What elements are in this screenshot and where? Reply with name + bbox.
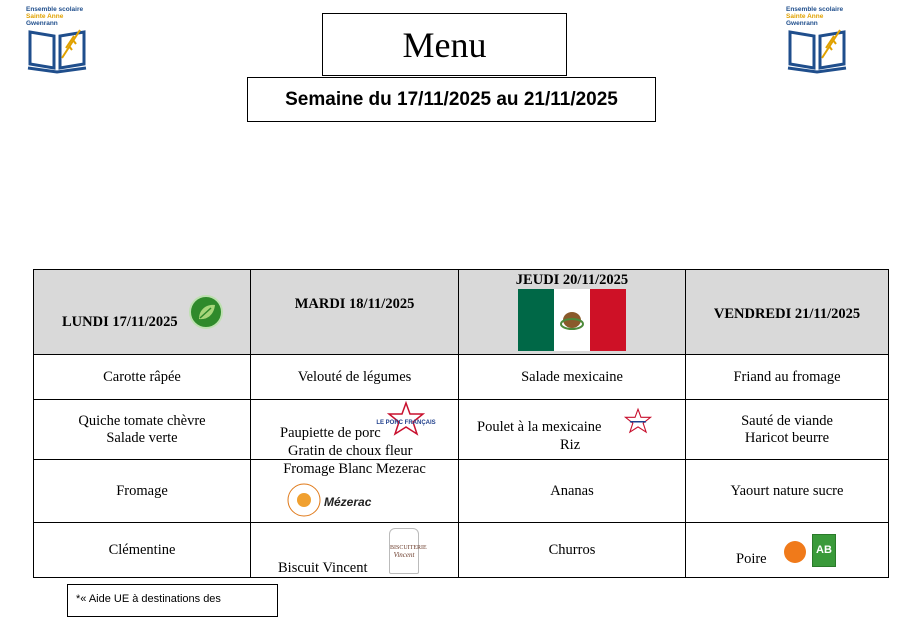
menu-table <box>33 269 889 578</box>
school-line3: Gwenrann <box>786 20 818 27</box>
menu-cell <box>251 400 459 460</box>
table-row <box>34 460 889 523</box>
menu-cell: Carotte râpée <box>34 355 251 400</box>
orange-fruit-icon <box>784 541 806 563</box>
biscuit-name: Vincent <box>393 551 415 559</box>
school-line1: Ensemble scolaire <box>26 6 84 13</box>
dish-line: Quiche tomate chèvre <box>78 412 206 429</box>
dish-line: Fromage Blanc Mezerac <box>283 461 426 477</box>
school-line2: Sainte Anne <box>26 13 64 20</box>
agriculture-biologique-icon: AB <box>812 534 836 567</box>
dish-line: Biscuit Vincent <box>278 560 368 576</box>
menu-title: Menu <box>322 13 567 76</box>
mezerac-logo <box>286 482 406 518</box>
day-header-monday <box>34 270 251 355</box>
menu-cell: Ananas <box>459 460 686 523</box>
day-header-friday <box>686 270 889 355</box>
day-header-tuesday <box>251 270 459 355</box>
dish-line: Poulet à la mexicaine <box>477 419 602 435</box>
dish-line: Sauté de viande <box>741 412 833 429</box>
menu-cell <box>34 400 251 460</box>
school-line3: Gwenrann <box>26 20 58 27</box>
day-label: JEUDI 20/11/2025 <box>515 272 629 288</box>
biscuiterie-vincent-logo <box>389 528 427 574</box>
dish-line: Poire <box>736 551 767 567</box>
table-row <box>34 523 889 578</box>
dish-line: Gratin de choux fleur <box>288 443 413 459</box>
menu-cell: Velouté de légumes <box>251 355 459 400</box>
vegetarian-leaf-icon <box>189 295 223 329</box>
mexico-flag <box>518 289 626 351</box>
table-row <box>34 400 889 460</box>
menu-cell <box>251 460 459 523</box>
dish-line: Salade verte <box>106 429 178 446</box>
menu-cell <box>459 400 686 460</box>
dish-line: Paupiette de porc <box>280 425 381 441</box>
menu-cell: Clémentine <box>34 523 251 578</box>
menu-cell: Fromage <box>34 460 251 523</box>
open-book-icon <box>786 24 848 74</box>
day-header-thursday <box>459 270 686 355</box>
menu-cell <box>686 523 889 578</box>
school-logo-left <box>24 0 92 76</box>
school-line1: Ensemble scolaire <box>786 6 844 13</box>
dish-line: Riz <box>560 437 581 453</box>
le-porc-francais-icon <box>376 402 436 436</box>
day-header-row <box>34 270 889 355</box>
school-logo-right <box>784 0 852 76</box>
menu-cell <box>251 523 459 578</box>
day-label: MARDI 18/11/2025 <box>294 296 415 312</box>
menu-cell: Yaourt nature sucre <box>686 460 889 523</box>
table-row <box>34 355 889 400</box>
dish-line: Haricot beurre <box>744 429 830 446</box>
menu-cell: Churros <box>459 523 686 578</box>
school-line2: Sainte Anne <box>786 13 824 20</box>
volaille-francaise-icon <box>624 408 652 434</box>
week-range: Semaine du 17/11/2025 au 21/11/2025 <box>247 77 656 122</box>
menu-cell: Salade mexicaine <box>459 355 686 400</box>
menu-cell <box>686 400 889 460</box>
day-label: LUNDI 17/11/2025 <box>62 314 178 330</box>
mezerac-label: Mézerac <box>324 495 372 509</box>
open-book-icon <box>26 24 88 74</box>
porc-label: LE PORC FRANÇAIS <box>376 420 436 426</box>
biscuit-brand: BISCUITERIE <box>390 545 427 551</box>
footnote: *« Aide UE à destinations des <box>67 584 278 617</box>
menu-cell: Friand au fromage <box>686 355 889 400</box>
day-label: VENDREDI 21/11/2025 <box>713 306 861 322</box>
